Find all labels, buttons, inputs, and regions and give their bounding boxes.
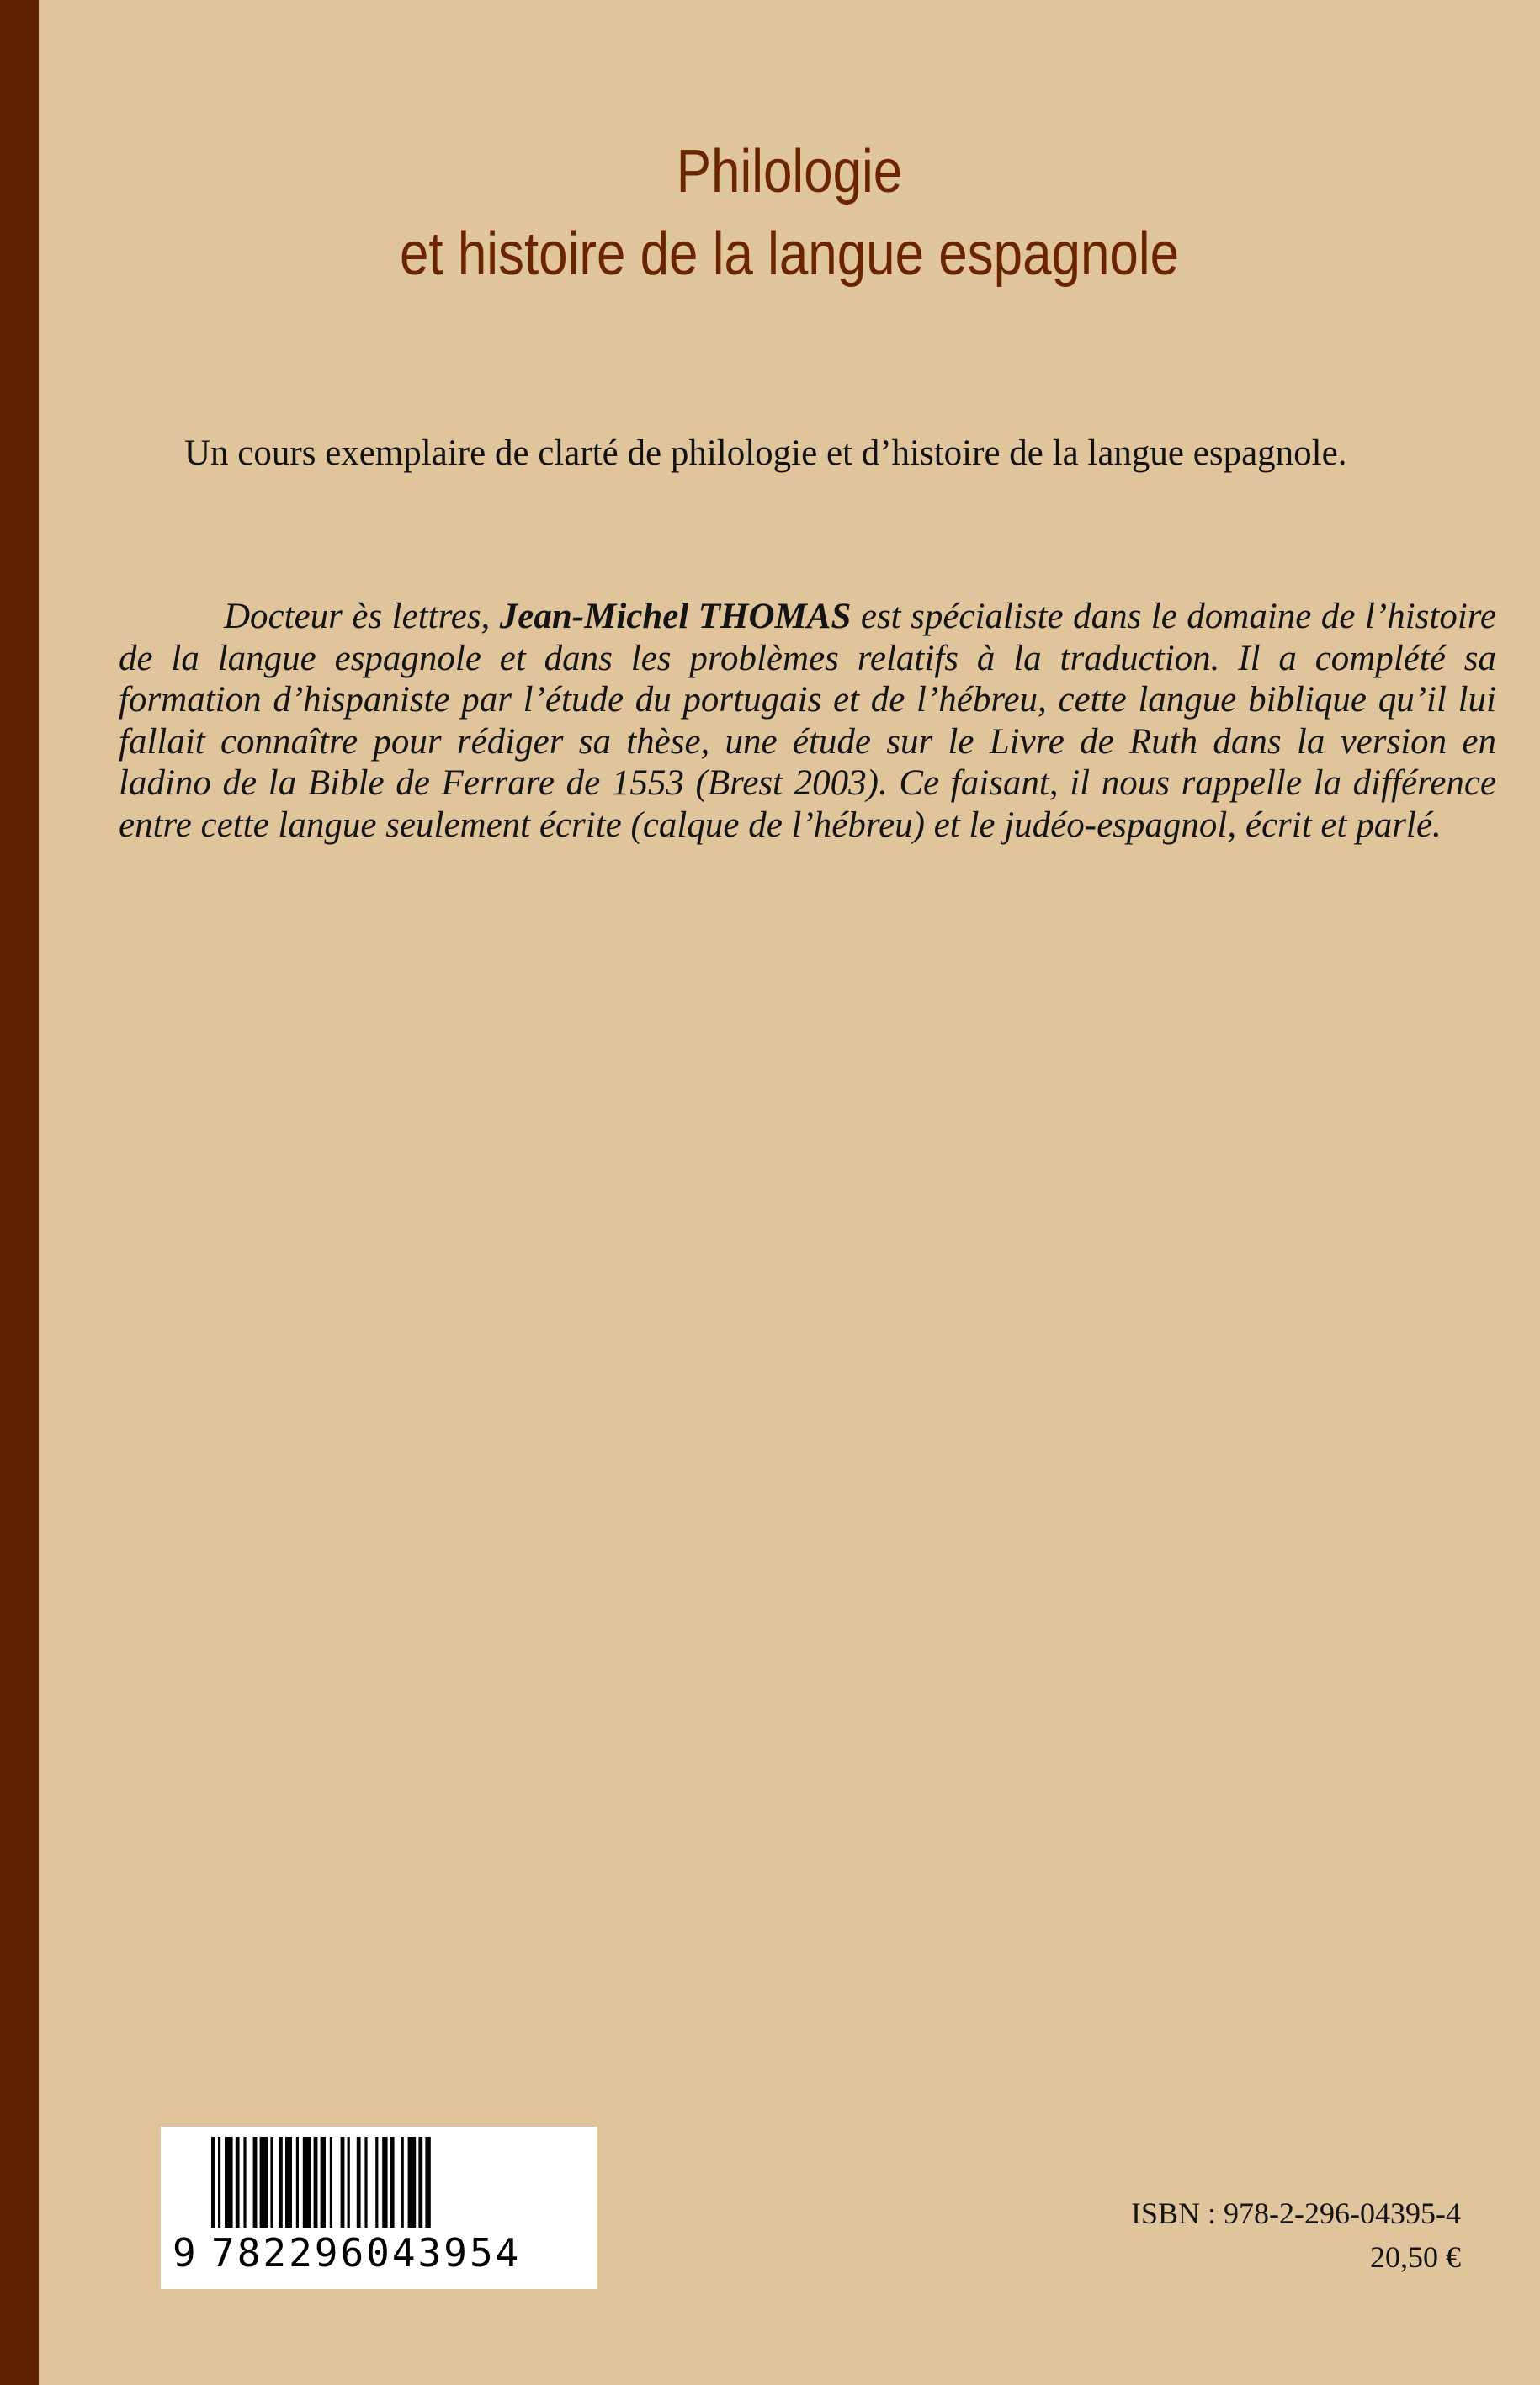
barcode [161,2127,597,2289]
isbn: ISBN : 978-2-296-04395-4 [1131,2196,1461,2230]
barcode-bar [382,2137,387,2228]
barcode-bar [375,2137,378,2228]
barcode-bar [401,2137,404,2228]
price: 20,50 € [1370,2240,1461,2274]
barcode-bar [236,2137,240,2228]
bio-intro: Docteur ès lettres, [224,597,500,636]
barcode-number: 782296043954 [211,2230,522,2276]
barcode-bar [218,2137,220,2228]
barcode-bar [285,2137,292,2228]
barcode-bar [330,2137,332,2228]
barcode-bar [321,2137,326,2228]
book-spine [0,0,39,2385]
barcode-bar [390,2137,395,2228]
barcode-bar [418,2137,422,2228]
book-title [144,130,1435,295]
author-name: Jean-Michel THOMAS [499,597,852,636]
barcode-bar [341,2137,345,2228]
back-cover [39,0,1540,2385]
author-bio [119,596,1496,846]
barcode-bar [296,2137,299,2228]
barcode-bar [243,2137,246,2228]
barcode-bar [270,2137,273,2228]
barcode-bar [364,2137,367,2228]
barcode-bars [211,2137,556,2228]
barcode-bar [225,2137,233,2228]
barcode-bar [260,2137,268,2228]
barcode-bar [211,2137,215,2228]
barcode-lead-digit: 9 [173,2230,196,2276]
tagline: Un cours exemplaire de clarté de philologie et d’histoire de la langue espagnole. [184,433,1347,473]
bio-text: est spécialiste dans le domaine de l’histoire de la langue espagnole et dans les problèmes relatifs à la traduction. Il a complété sa formation d’hispaniste par l’étude du portugais et de l’hébreu, cette langue biblique qu’il lui fallait connaître pour rédiger sa thèse, une étude sur le Livre de Ruth dans la version en ladino de la Bible de Ferrare de 1553 (Brest 2003). Ce faisant, il nous rappelle la différence entre cette langue seulement écrite (calque de l’hébreu) et le judéo-espagnol, écrit et parlé. [119,597,1496,845]
barcode-bar [303,2137,311,2228]
barcode-bar [314,2137,318,2228]
barcode-bar [408,2137,417,2228]
barcode-bar [279,2137,283,2228]
title-line-1: Philologie [676,138,903,205]
barcode-digits [161,2228,597,2278]
barcode-bar [253,2137,258,2228]
barcode-bar [348,2137,350,2228]
barcode-bar [357,2137,361,2228]
barcode-bar [425,2137,430,2228]
title-line-2: et histoire de la langue espagnole [399,220,1180,288]
